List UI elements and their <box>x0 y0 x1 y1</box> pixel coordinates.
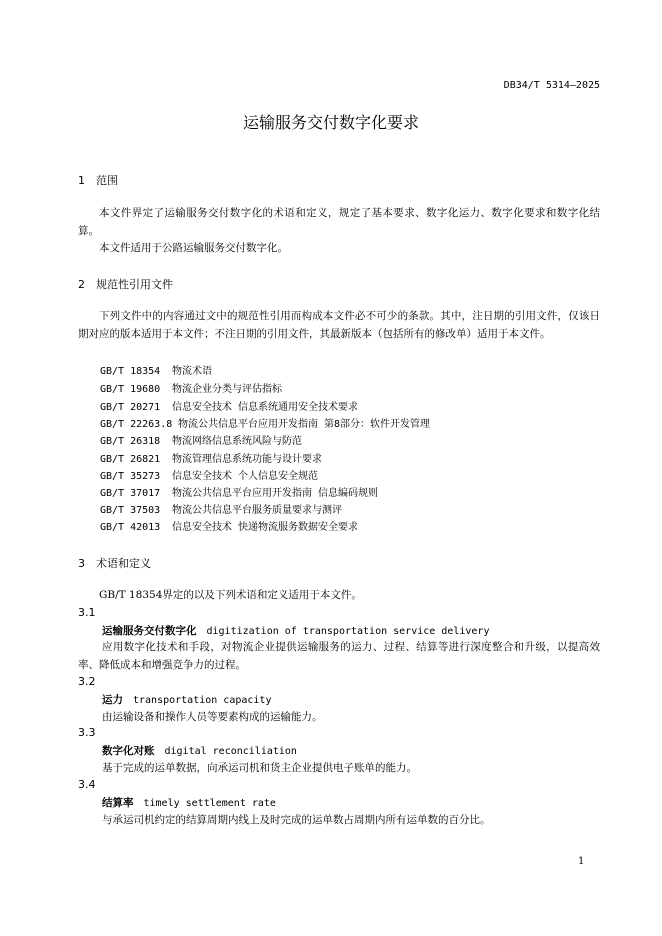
ref-code: GB/T 42013 <box>100 522 161 533</box>
term-definition: 基于完成的运单数据，向承运司机和货主企业提供电子账单的能力。 <box>102 762 417 774</box>
term-definition: 由运输设备和操作人员等要素构成的运输能力。 <box>102 711 323 723</box>
section-number: 1 <box>78 174 85 187</box>
term-zh: 运力 <box>102 694 123 706</box>
term-entry <box>102 795 276 810</box>
term-en: digital reconciliation <box>164 746 297 757</box>
ref-item <box>100 380 282 395</box>
ref-item <box>100 518 358 533</box>
section-title: 规范性引用文件 <box>96 278 173 291</box>
norm-refs-intro: 下列文件中的内容通过文中的规范性引用而构成本文件必不可少的条款。其中，注日期的引用文件，仅该日期对应的版本适用于本文件；不注日期的引用文件，其最新版本（包括所有的修改单）适用于本文件。 <box>78 310 600 340</box>
ref-title: 信息安全技术 个人信息安全规范 <box>172 471 319 482</box>
ref-item <box>100 501 342 516</box>
ref-code: GB/T 37017 <box>100 488 161 499</box>
ref-title: 物流公共信息平台应用开发指南 第8部分：软件开发管理 <box>178 419 431 430</box>
term-zh: 运输服务交付数字化 <box>102 625 197 637</box>
ref-item <box>100 484 378 499</box>
ref-item <box>100 432 302 447</box>
document-title: 运输服务交付数字化要求 <box>242 113 419 132</box>
section-2-heading <box>78 276 173 292</box>
term-entry <box>102 743 297 758</box>
term-number: 3.2 <box>78 675 96 688</box>
section-title: 范围 <box>96 174 118 187</box>
ref-title: 物流术语 <box>172 366 212 377</box>
section-3-heading <box>78 555 151 571</box>
document-code: DB34/T 5314—2025 <box>503 80 600 91</box>
scope-paragraph-2: 本文件适用于公路运输服务交付数字化。 <box>99 242 288 254</box>
ref-code: GB/T 20271 <box>100 402 161 413</box>
ref-code: GB/T 19680 <box>100 384 161 395</box>
term-en: digitization of transportation service delivery <box>206 626 490 637</box>
term-number: 3.1 <box>78 606 96 619</box>
ref-title: 物流公共信息平台应用开发指南 信息编码规则 <box>172 488 379 499</box>
ref-item <box>100 450 322 465</box>
term-zh: 数字化对账 <box>102 745 155 757</box>
ref-code: GB/T 22263.8 <box>100 419 173 430</box>
ref-title: 信息安全技术 信息系统通用安全技术要求 <box>172 402 359 413</box>
term-number: 3.3 <box>78 726 96 739</box>
term-zh: 结算率 <box>102 797 134 809</box>
term-en: transportation capacity <box>133 695 272 706</box>
term-en: timely settlement rate <box>143 798 276 809</box>
ref-title: 物流企业分类与评估指标 <box>172 384 282 395</box>
ref-item <box>100 362 212 377</box>
term-entry <box>102 623 489 638</box>
term-number: 3.4 <box>78 778 96 791</box>
section-title: 术语和定义 <box>96 557 151 570</box>
ref-code: GB/T 18354 <box>100 366 161 377</box>
term-definition: 与承运司机约定的结算周期内线上及时完成的运单数占周期内所有运单数的百分比。 <box>102 814 491 826</box>
ref-item <box>100 467 318 482</box>
ref-title: 物流公共信息平台服务质量要求与测评 <box>172 505 342 516</box>
ref-item <box>100 398 358 413</box>
ref-code: GB/T 37503 <box>100 505 161 516</box>
ref-item <box>100 415 430 430</box>
page-number: 1 <box>578 856 585 867</box>
section-1-heading <box>78 172 118 188</box>
term-entry <box>102 692 271 707</box>
ref-title: 物流管理信息系统功能与设计要求 <box>172 454 322 465</box>
term-definition: 应用数字化技术和手段，对物流企业提供运输服务的运力、过程、结算等进行深度整合和升级，以提高效率、降低成本和增强竞争力的过程。 <box>78 641 600 671</box>
ref-title: 物流网络信息系统风险与防范 <box>172 436 302 447</box>
ref-title: 信息安全技术 快递物流服务数据安全要求 <box>172 522 359 533</box>
terms-intro: GB/T 18354界定的以及下列术语和定义适用于本文件。 <box>99 589 362 601</box>
ref-code: GB/T 35273 <box>100 471 161 482</box>
section-number: 3 <box>78 557 85 570</box>
ref-code: GB/T 26318 <box>100 436 161 447</box>
ref-code: GB/T 26821 <box>100 454 161 465</box>
section-number: 2 <box>78 278 85 291</box>
scope-paragraph-1: 本文件界定了运输服务交付数字化的术语和定义，规定了基本要求、数字化运力、数字化要求和数字化结算。 <box>78 207 600 237</box>
